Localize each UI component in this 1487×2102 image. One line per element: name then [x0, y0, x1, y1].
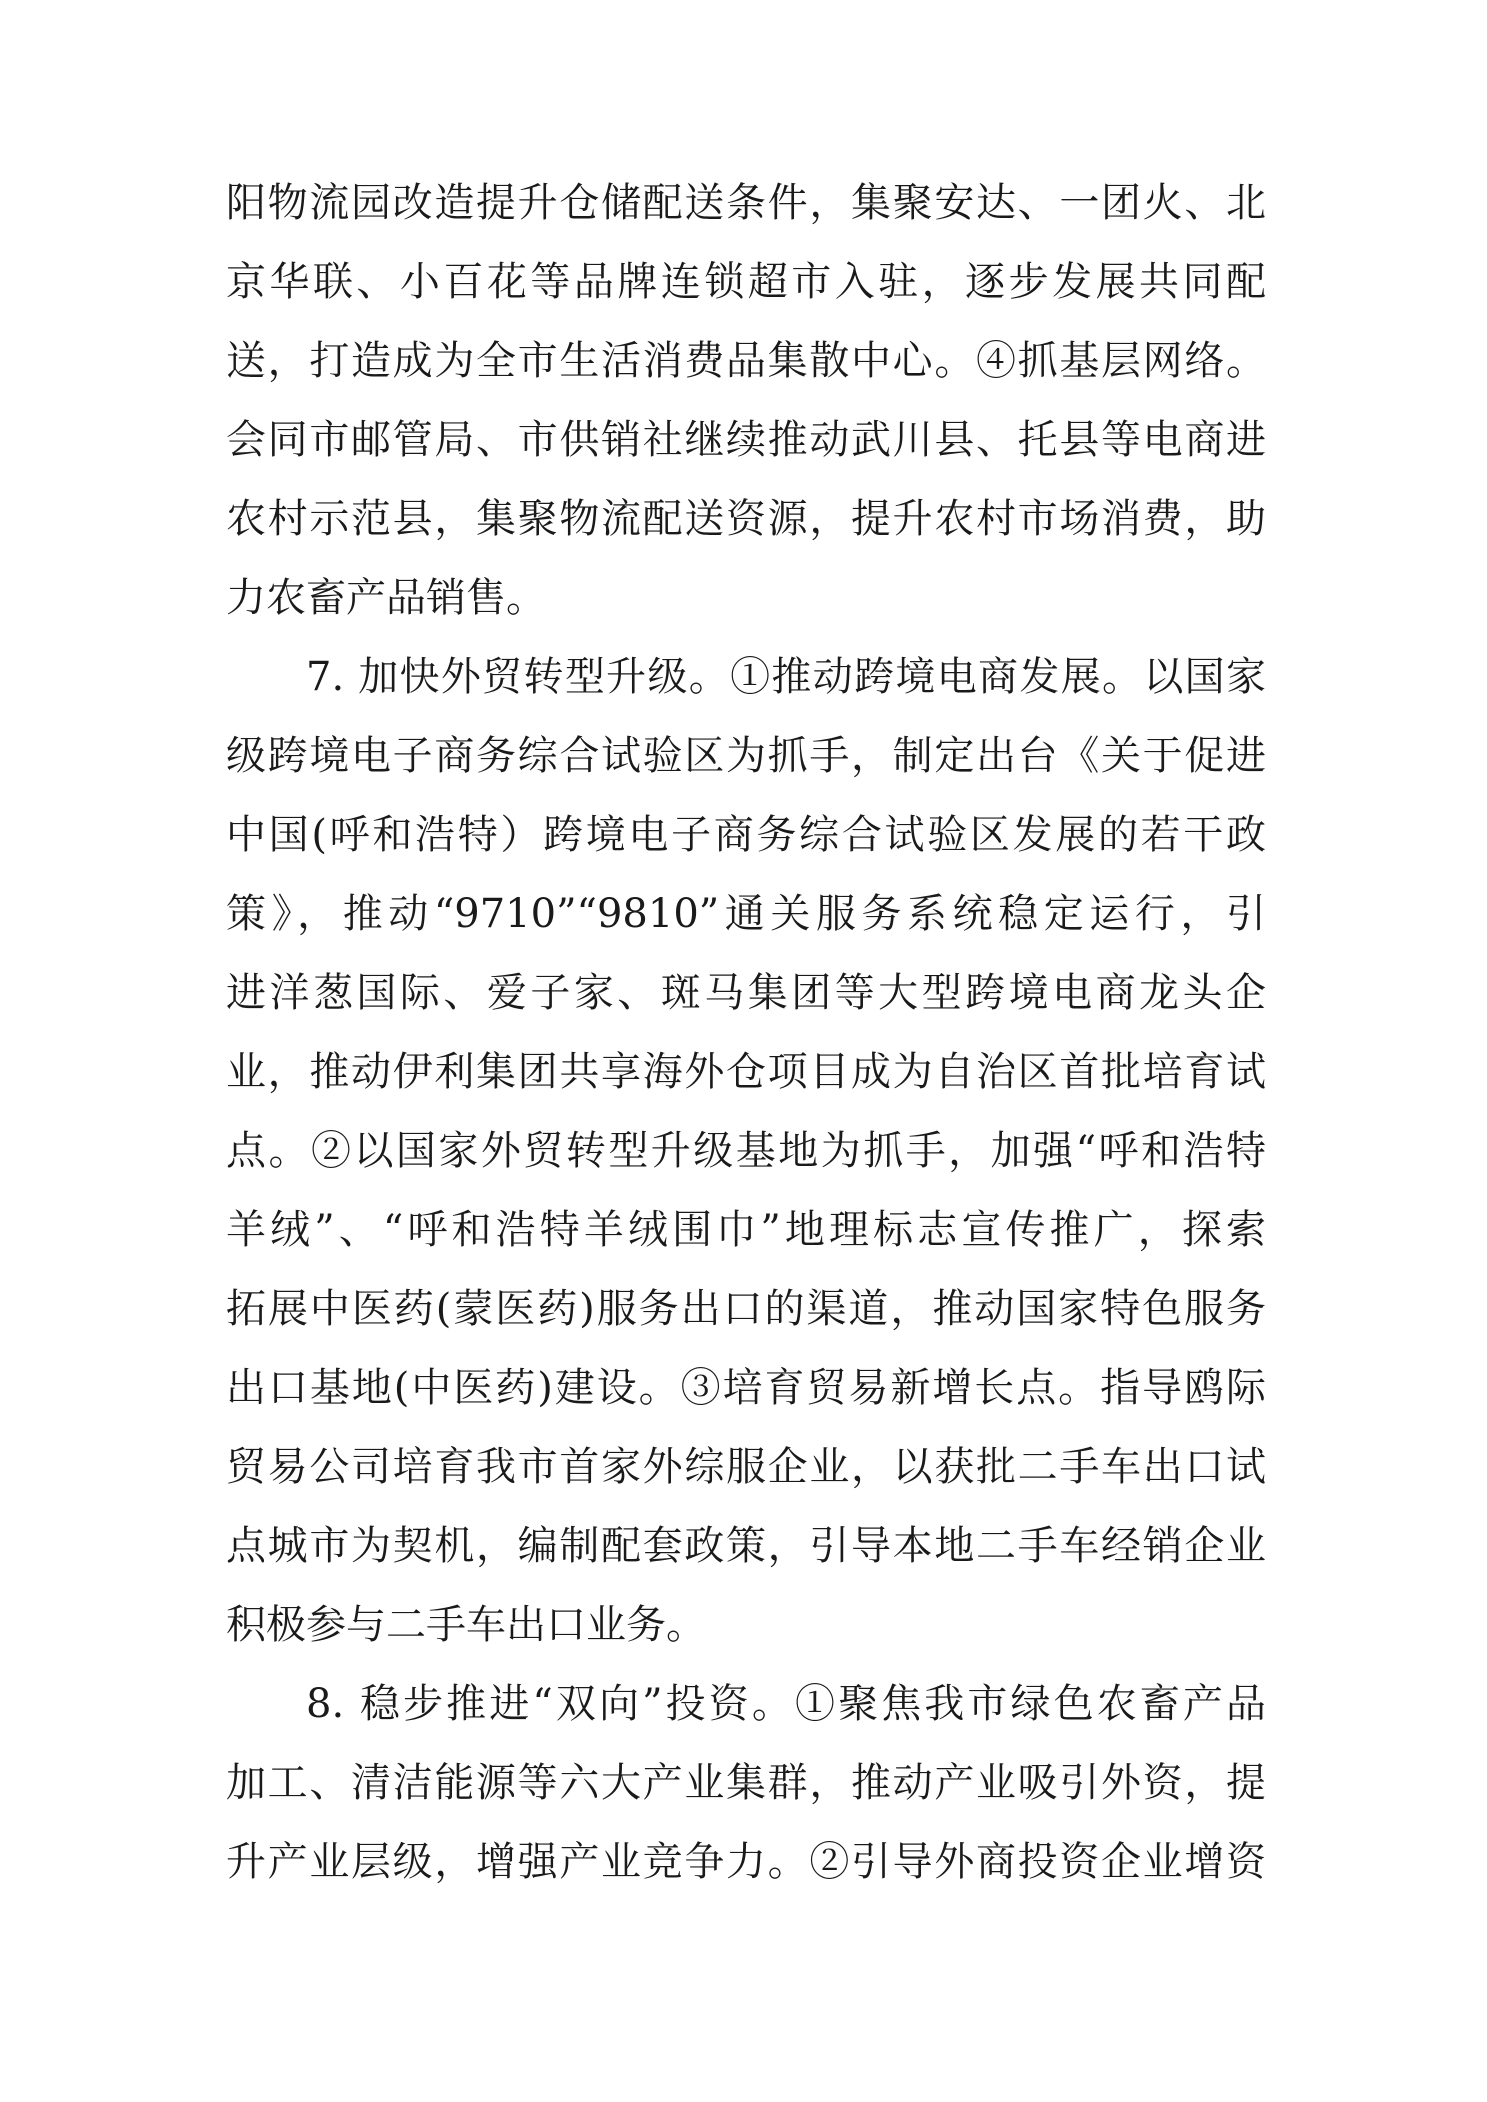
- paragraph-7-heading-line: 7. 加快外贸转型升级。①推动跨境电商发展。以国家: [306, 654, 1266, 700]
- text-line: 阳物流园改造提升仓储配送条件，集聚安达、一团火、北: [226, 180, 1266, 226]
- text-line: 出口基地(中医药)建设。③培育贸易新增长点。指导鸥际: [226, 1365, 1266, 1411]
- text-line: 升产业层级，增强产业竞争力。②引导外商投资企业增资: [226, 1839, 1266, 1885]
- text-line: 送，打造成为全市生活消费品集散中心。④抓基层网络。: [226, 338, 1266, 384]
- text-line: 点城市为契机，编制配套政策，引导本地二手车经销企业: [226, 1523, 1266, 1569]
- text-line: 业，推动伊利集团共享海外仓项目成为自治区首批培育试: [226, 1049, 1266, 1095]
- paragraph-8-heading-line: 8. 稳步推进“双向”投资。①聚焦我市绿色农畜产品: [306, 1681, 1266, 1727]
- text-line: 羊绒”、“呼和浩特羊绒围巾”地理标志宣传推广，探索: [226, 1207, 1266, 1253]
- text-line: 贸易公司培育我市首家外综服企业，以获批二手车出口试: [226, 1444, 1266, 1490]
- text-line: 积极参与二手车出口业务。: [226, 1602, 706, 1648]
- text-line: 京华联、小百花等品牌连锁超市入驻，逐步发展共同配: [226, 259, 1266, 305]
- text-line: 中国(呼和浩特）跨境电子商务综合试验区发展的若干政: [226, 812, 1266, 858]
- text-line: 策》，推动“9710”“9810”通关服务系统稳定运行，引: [226, 891, 1266, 937]
- text-line: 级跨境电子商务综合试验区为抓手，制定出台《关于促进: [226, 733, 1266, 779]
- text-line: 力农畜产品销售。: [226, 575, 546, 621]
- text-line: 点。②以国家外贸转型升级基地为抓手，加强“呼和浩特: [226, 1128, 1266, 1174]
- text-line: 拓展中医药(蒙医药)服务出口的渠道，推动国家特色服务: [226, 1286, 1266, 1332]
- text-line: 进洋葱国际、爱子家、斑马集团等大型跨境电商龙头企: [226, 970, 1266, 1016]
- body-text: [226, 164, 1266, 1902]
- text-line: 农村示范县，集聚物流配送资源，提升农村市场消费，助: [226, 496, 1266, 542]
- text-line: 会同市邮管局、市供销社继续推动武川县、托县等电商进: [226, 417, 1266, 463]
- text-line: 加工、清洁能源等六大产业集群，推动产业吸引外资，提: [226, 1760, 1266, 1806]
